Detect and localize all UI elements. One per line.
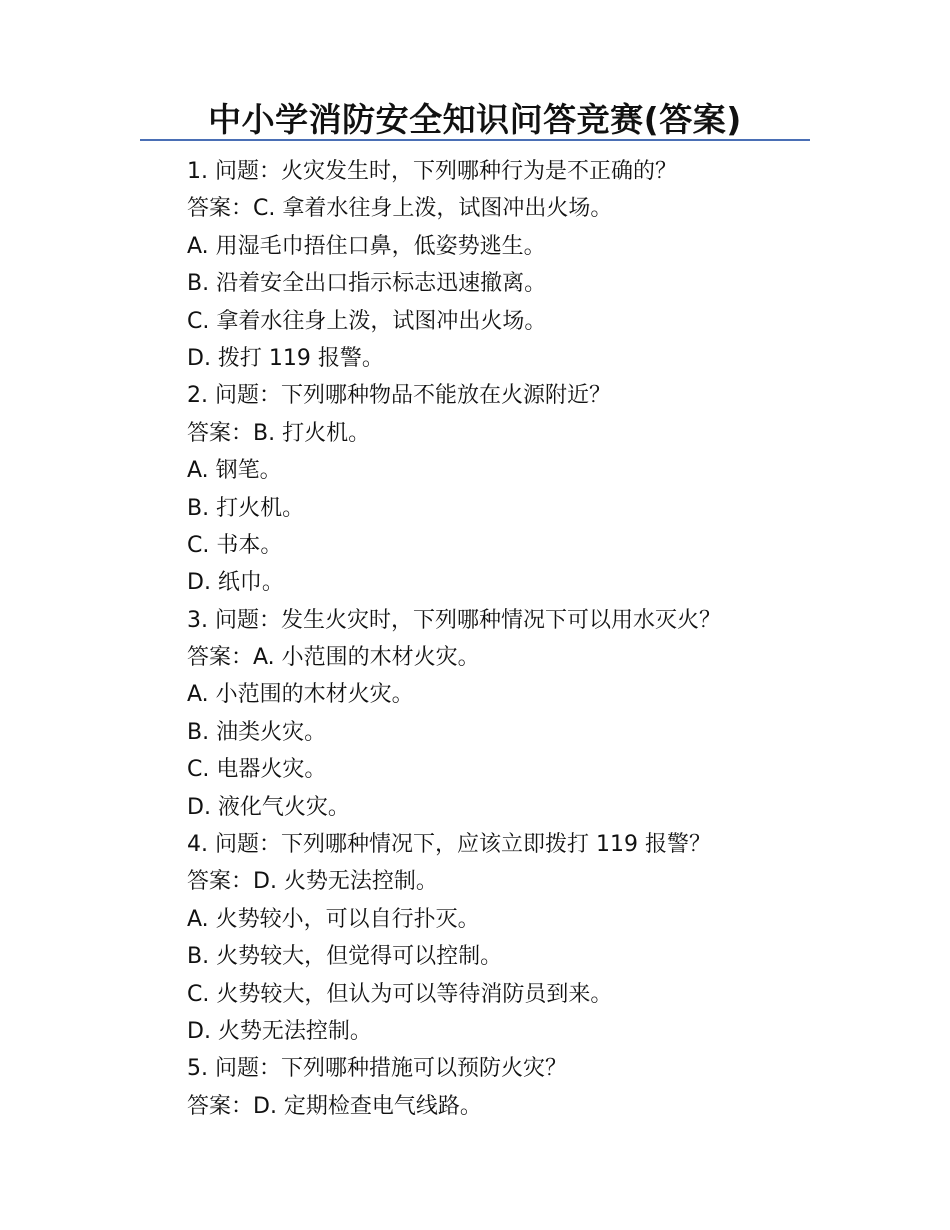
question-text: 2. 问题：下列哪种物品不能放在火源附近？ (187, 383, 611, 409)
option-d: D. 液化气火灾。 (187, 794, 350, 820)
answer-text: 答案：B. 打火机。 (187, 420, 371, 446)
question-text: 5. 问题：下列哪种措施可以预防火灾？ (187, 1056, 567, 1082)
option-d: D. 火势无法控制。 (187, 1018, 372, 1044)
option-a: A. 钢笔。 (187, 458, 282, 484)
answer-text: 答案：A. 小范围的木材火灾。 (187, 645, 480, 671)
option-c: C. 火势较大，但认为可以等待消防员到来。 (187, 981, 613, 1007)
answer-text: 答案：D. 定期检查电气线路。 (187, 1093, 482, 1119)
answer-text: 答案：D. 火势无法控制。 (187, 869, 438, 895)
option-b: B. 火势较大，但觉得可以控制。 (187, 944, 503, 970)
option-c: C. 拿着水往身上泼，试图冲出火场。 (187, 308, 547, 334)
document-title: 中小学消防安全知识问答竞赛(答案) (208, 100, 742, 139)
option-b: B. 油类火灾。 (187, 719, 327, 745)
option-c: C. 书本。 (187, 532, 283, 558)
option-b: B. 沿着安全出口指示标志迅速撤离。 (187, 271, 547, 297)
option-a: A. 用湿毛巾捂住口鼻，低姿势逃生。 (187, 233, 546, 259)
option-d: D. 纸巾。 (187, 570, 284, 596)
option-d: D. 拨打 119 报警。 (187, 345, 384, 371)
question-text: 1. 问题：火灾发生时，下列哪种行为是不正确的？ (187, 159, 677, 184)
option-a: A. 小范围的木材火灾。 (187, 682, 414, 708)
question-list (187, 153, 827, 1125)
title-underline (140, 139, 810, 141)
option-c: C. 电器火灾。 (187, 757, 327, 783)
option-a: A. 火势较小，可以自行扑灭。 (187, 906, 480, 932)
question-text: 3. 问题：发生火灾时，下列哪种情况下可以用水灭火？ (187, 607, 721, 633)
option-b: B. 打火机。 (187, 495, 305, 521)
question-text: 4. 问题：下列哪种情况下，应该立即拨打 119 报警？ (187, 832, 711, 858)
answer-text: 答案：C. 拿着水往身上泼，试图冲出火场。 (187, 196, 613, 222)
